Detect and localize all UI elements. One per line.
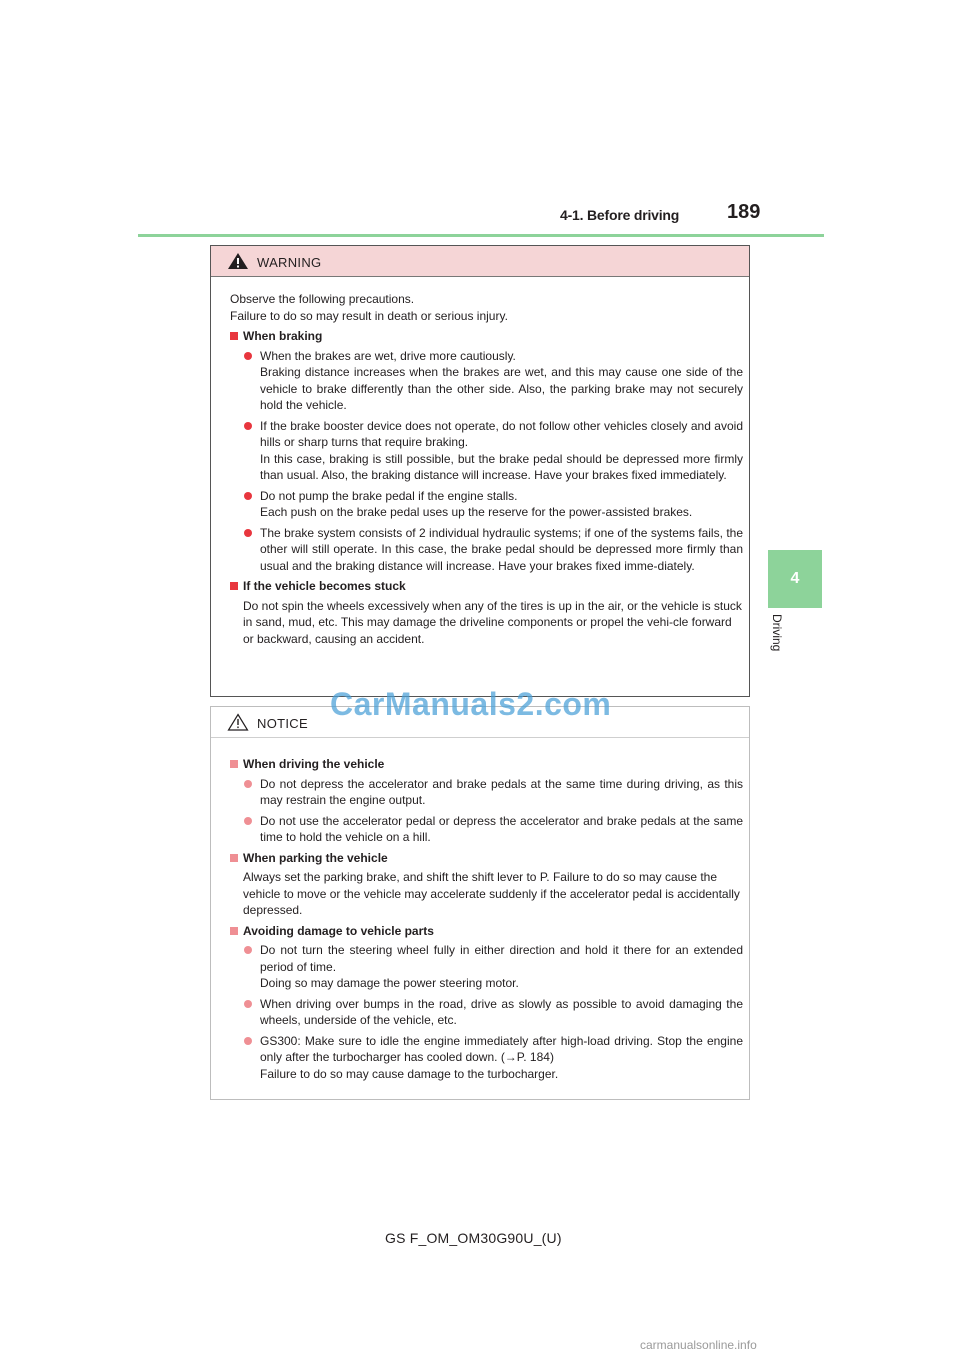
- warning-header: [211, 246, 749, 277]
- section-heading: Avoiding damage to vehicle parts: [230, 923, 743, 940]
- list-item: If the brake booster device does not operate, do not follow other vehicles closely and avoid hills or sharp turns that require braking. In this case, braking is still possible, but the brake pedal should be depressed more firmly than usual. Also, the braking distance will increase. Have your brakes fixed immediately.: [230, 418, 743, 484]
- bullet-icon: [244, 1000, 252, 1008]
- list-item: Do not turn the steering wheel fully in either direction and hold it there for an extended period of time. Doing so may damage the power steering motor.: [230, 942, 743, 992]
- warning-triangle-icon: [227, 252, 249, 270]
- warning-title: WARNING: [257, 255, 322, 270]
- bullet-icon: [244, 529, 252, 537]
- list-item: When the brakes are wet, drive more cautiously. Braking distance increases when the brakes are wet, and this may cause one side of the vehicle to brake differently than the other side. Also, the parking brake may not securely hold the vehicle.: [230, 348, 743, 414]
- warning-box: [210, 245, 750, 697]
- section-heading: When braking: [230, 328, 743, 345]
- bullet-icon: [244, 946, 252, 954]
- list-item: Do not pump the brake pedal if the engine stalls. Each push on the brake pedal uses up the reserve for the power-assisted brakes.: [230, 488, 743, 521]
- chapter-tab: 4: [768, 550, 822, 608]
- notice-title: NOTICE: [257, 716, 308, 731]
- page-number: 189: [727, 201, 761, 223]
- section-heading: If the vehicle becomes stuck: [230, 578, 743, 595]
- list-item: GS300: Make sure to idle the engine immediately after high-load driving. Stop the engine only after the turbocharger has cooled down. (→P. 184) Failure to do so may cause damage to the turbocharger.: [230, 1033, 743, 1083]
- list-item: When driving over bumps in the road, drive as slowly as possible to avoid damaging the wheels, underside of the vehicle, etc.: [230, 996, 743, 1029]
- warning-body: [211, 277, 749, 647]
- section-text: Do not spin the wheels excessively when any of the tires is up in the air, or the vehicle is stuck in sand, mud, etc. This may damage the driveline components or propel the vehi-cle forward or backward, causing an accident.: [243, 598, 742, 646]
- section-text: Always set the parking brake, and shift the shift lever to P. Failure to do so may cause the vehicle to move or the vehicle may accelerate suddenly if the accelerator pedal is accidentally depressed.: [243, 870, 740, 917]
- bullet-icon: [244, 352, 252, 360]
- notice-triangle-icon: [227, 713, 249, 731]
- section-heading: When parking the vehicle: [230, 850, 743, 867]
- list-item: Do not depress the accelerator and brake pedals at the same time during driving, as this may restrain the engine output.: [230, 776, 743, 809]
- bullet-icon: [244, 492, 252, 500]
- section-heading: When driving the vehicle: [230, 756, 743, 773]
- section-title: 4-1. Before driving: [560, 207, 680, 223]
- bullet-icon: [244, 780, 252, 788]
- list-item: Do not use the accelerator pedal or depress the accelerator and brake pedals at the same time to hold the vehicle on a hill.: [230, 813, 743, 846]
- notice-box: [210, 706, 750, 1100]
- warning-intro: Observe the following precautions. Failure to do so may result in death or serious injury.: [230, 292, 508, 323]
- watermark-text: CarManuals2.com: [330, 686, 612, 722]
- site-logo-text: carmanualsonline.info: [640, 1338, 757, 1352]
- bullet-icon: [244, 422, 252, 430]
- bullet-icon: [244, 817, 252, 825]
- bullet-icon: [244, 1037, 252, 1045]
- list-item: The brake system consists of 2 individual hydraulic systems; if one of the systems fails, the other will still operate. In this case, the brake pedal should be depressed more firmly than usual and the braking distance will increase. Have your brakes fixed imme-diately.: [230, 525, 743, 575]
- chapter-label: Driving: [770, 614, 784, 652]
- header-rule: [138, 234, 824, 237]
- notice-body: [211, 738, 749, 1082]
- manual-code: GS F_OM_OM30G90U_(U): [385, 1230, 562, 1246]
